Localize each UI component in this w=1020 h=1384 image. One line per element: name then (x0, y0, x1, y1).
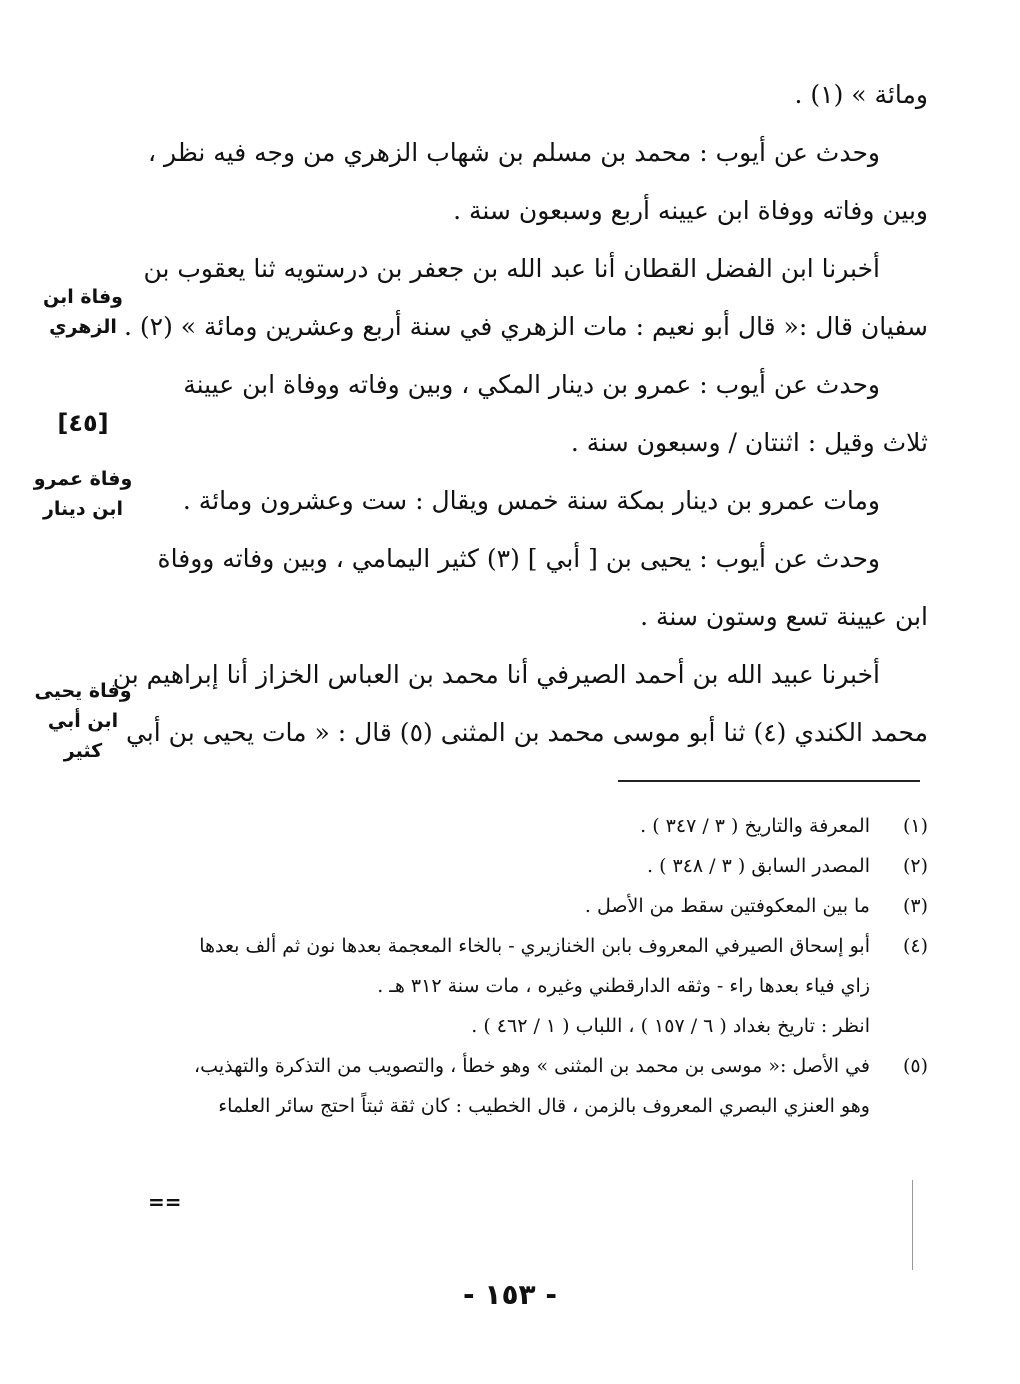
footnote-text: ما بين المعكوفتين سقط من الأصل . (584, 895, 870, 917)
footnote (148, 846, 928, 886)
main-text (112, 66, 928, 762)
footnote-number: (٥) (902, 1055, 928, 1077)
footnote-separator (618, 780, 920, 782)
margin-note-zuhri: وفاة ابن الزهري (43, 286, 123, 338)
text-line: أخبرنا عبيد الله بن أحمد الصيرفي أنا محمد بن العباس الخزاز أنا إبراهيم بن (112, 660, 880, 689)
text-line: ثلاث وقيل : اثنتان / وسبعون سنة . (570, 428, 928, 457)
footnote-text: وهو العنزي البصري المعروف بالزمن ، قال الخطيب : كان ثقة ثبتاً احتج سائر العلماء (218, 1095, 870, 1117)
text-line: وحدث عن أيوب : عمرو بن دينار المكي ، وبين وفاته ووفاة ابن عيينة (183, 370, 880, 399)
footnote-number: (٤) (902, 935, 928, 957)
footnote-text: في الأصل :« موسى بن محمد بن المثنى » وهو خطأ ، والتصويب من التذكرة والتهذيب، (194, 1055, 870, 1077)
footnote-number: (٣) (902, 895, 928, 917)
text-line: وحدث عن أيوب : محمد بن مسلم بن شهاب الزهري من وجه فيه نظر ، (148, 138, 880, 167)
text-line: ابن عيينة تسع وستون سنة . (640, 602, 928, 631)
footnote (148, 926, 928, 1046)
scan-edge-line (912, 1180, 913, 1270)
footnote-text: انظر : تاريخ بغداد ( ٦ / ١٥٧ ) ، اللباب ( ١ / ٤٦٢ ) . (471, 1015, 870, 1037)
footnote (148, 806, 928, 846)
text-line: ومات عمرو بن دينار بمكة سنة خمس ويقال : ست وعشرون ومائة . (182, 486, 880, 515)
text-line: محمد الكندي (٤) ثنا أبو موسى محمد بن المثنى (٥) قال : « مات يحيى بن أبي (125, 718, 928, 747)
margin-note-amr: وفاة عمرو ابن دينار (33, 468, 133, 520)
page-number: - ١٥٣ - (462, 1278, 558, 1311)
footnote-text: المصدر السابق ( ٣ / ٣٤٨ ) . (646, 855, 870, 877)
footnote-number: (٢) (902, 855, 928, 877)
footnote (148, 1046, 928, 1126)
footnote (148, 886, 928, 926)
footnote-text: المعرفة والتاريخ ( ٣ / ٣٤٧ ) . (640, 815, 870, 837)
text-line: أخبرنا ابن الفضل القطان أنا عبد الله بن جعفر بن درستويه ثنا يعقوب بن (143, 254, 880, 283)
footnotes (148, 806, 928, 1126)
section-number: [٤٥] (57, 409, 109, 437)
text-line: سفيان قال :« قال أبو نعيم : مات الزهري في سنة أربع وعشرين ومائة » (٢) . (123, 312, 928, 341)
footnote-number: (١) (902, 815, 928, 837)
margin-note-yahya: وفاة يحيى ابن أبي كثير (34, 680, 132, 762)
footnote-text: أبو إسحاق الصيرفي المعروف بابن الخنازيري - بالخاء المعجمة بعدها نون ثم ألف بعدها (199, 935, 870, 957)
text-line: ومائة » (١) . (794, 80, 928, 109)
continuation-mark: == (148, 1190, 182, 1214)
text-line: وحدث عن أيوب : يحيى بن [ أبي ] (٣) كثير اليمامي ، وبين وفاته ووفاة (157, 544, 880, 573)
footnote-text: زاي فياء بعدها راء - وثقه الدارقطني وغيره ، مات سنة ٣١٢ هـ . (377, 975, 870, 997)
text-line: وبين وفاته ووفاة ابن عيينه أربع وسبعون سنة . (453, 196, 928, 225)
